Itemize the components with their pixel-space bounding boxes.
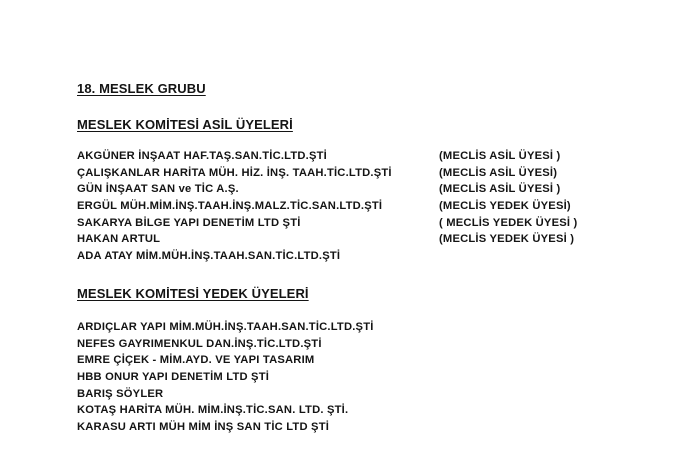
meclis-role-list [439,148,577,248]
asil-member: SAKARYA BİLGE YAPI DENETİM LTD ŞTİ [77,216,301,229]
yedek-member: NEFES GAYRIMENKUL DAN.İNŞ.TİC.LTD.ŞTİ [77,337,322,350]
meclis-role: ( MECLİS YEDEK ÜYESİ ) [439,216,578,229]
meclis-role: (MECLİS YEDEK ÜYESİ) [439,200,571,213]
meclis-role: (MECLİS ASİL ÜYESİ ) [439,150,561,162]
yedek-member: KOTAŞ HARİTA MÜH. MİM.İNŞ.TİC.SAN. LTD. ŞTİ. [77,404,349,417]
yedek-member: HBB ONUR YAPI DENETİM LTD ŞTİ [77,371,270,384]
meclis-role: (MECLİS ASİL ÜYESİ) [439,166,558,179]
yedek-member: KARASU ARTI MÜH MİM İNŞ SAN TİC LTD ŞTİ [77,421,330,434]
yedek-member: EMRE ÇİÇEK - MİM.AYD. VE YAPI TASARIM [77,354,315,367]
asil-member: GÜN İNŞAAT SAN ve TİC A.Ş. [77,183,239,196]
asil-member-list [77,148,392,265]
asil-member: HAKAN ARTUL [77,233,161,246]
yedek-member: BARIŞ SÖYLER [77,387,164,400]
group-title: 18. MESLEK GRUBU [77,81,206,96]
asil-member: ERGÜL MÜH.MİM.İNŞ.TAAH.İNŞ.MALZ.TİC.SAN.LTD.ŞTİ [77,200,383,213]
asil-section-title: MESLEK KOMİTESİ ASİL ÜYELERİ [77,117,293,132]
meclis-role: (MECLİS YEDEK ÜYESİ ) [439,233,575,246]
asil-member: ADA ATAY MİM.MÜH.İNŞ.TAAH.SAN.TİC.LTD.ŞTİ [77,250,341,263]
yedek-member-list [77,319,374,436]
asil-member: ÇALIŞKANLAR HARİTA MÜH. HİZ. İNŞ. TAAH.TİC.LTD.ŞTİ [77,166,392,179]
asil-member: AKGÜNER İNŞAAT HAF.TAŞ.SAN.TİC.LTD.ŞTİ [77,150,327,162]
meclis-role: (MECLİS ASİL ÜYESİ ) [439,183,561,196]
yedek-section-title: MESLEK KOMİTESİ YEDEK ÜYELERİ [77,286,309,301]
yedek-member: ARDIÇLAR YAPI MİM.MÜH.İNŞ.TAAH.SAN.TİC.LTD.ŞTİ [77,321,374,333]
